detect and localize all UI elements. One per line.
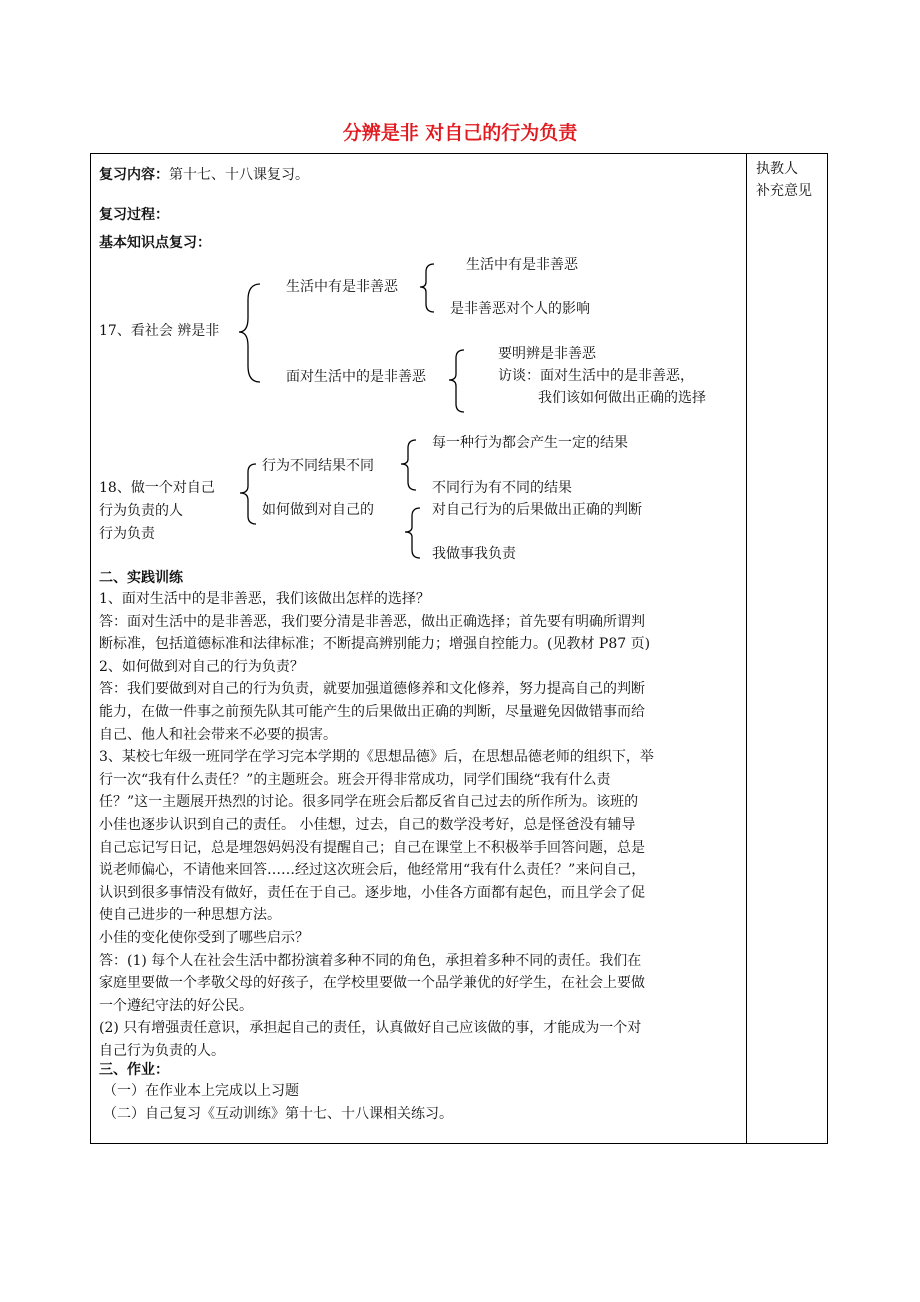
practice-line: 2、如何做到对自己的行为负责？ (99, 658, 304, 675)
practice-line: 自己、他人和社会带来不必要的损害。 (99, 726, 337, 743)
diagram17-branch2-item1: 要明辨是非善恶 (498, 346, 596, 362)
diagram18-branch2-item1: 对自己行为的后果做出正确的判断 (432, 502, 642, 518)
practice-line: 小佳也逐步认识到自己的责任。 小佳想，过去，自己的数学没考好，总是怪爸没有辅导 (99, 816, 636, 833)
diagram18-root (99, 477, 215, 546)
review-content-label: 复习内容： (99, 167, 169, 183)
diagram17-branch1-brace (416, 262, 440, 314)
practice-line: 3、某校七年级一班同学在学习完本学期的《思想品德》后，在思想品德老师的组织下，举 (99, 749, 654, 766)
section3-heading: 三、作业： (99, 1062, 169, 1078)
side-column-header (756, 158, 812, 202)
page-title: 分辨是非 对自己的行为负责 (342, 122, 578, 144)
practice-line: 一个遵纪守法的好公民。 (99, 997, 253, 1014)
practice-line: 行一次“我有什么责任？”的主题班会。班会开得非常成功，同学们围绕“我有什么责 (99, 771, 611, 788)
practice-line: 自己行为负责的人。 (99, 1042, 225, 1059)
diagram18-branch1: 行为不同结果不同 (262, 458, 374, 474)
diagram17-branch2-item2: 访谈：面对生活中的是非善恶， (498, 368, 694, 384)
diagram18-branch1-item1: 每一种行为都会产生一定的结果 (432, 435, 628, 451)
practice-line: 家庭里要做一个孝敬父母的好孩子，在学校里要做一个品学兼优的好学生，在社会上要做 (99, 975, 645, 992)
diagram18-root-brace (236, 462, 262, 526)
practice-line: 任？”这一主题展开热烈的讨论。很多同学在班会后都反省自己过去的所作所为。该班的 (99, 794, 639, 811)
review-process-label: 复习过程： (99, 207, 169, 223)
review-content (99, 164, 309, 184)
homework-list (103, 1080, 745, 1125)
practice-line: 使自己进步的一种思想方法。 (99, 907, 281, 924)
diagram18-branch1-brace (398, 438, 422, 492)
side-header-notes: 补充意见 (756, 183, 812, 199)
review-content-value: 第十七、十八课复习。 (169, 167, 309, 183)
diagram18-root-line1: 18、做一个对自己 (99, 480, 215, 496)
practice-line: 认识到很多事情没有做好，责任在于自己。逐步地，小佳各方面都有起色，而且学会了促 (99, 884, 645, 901)
homework-item: （二）自己复习《互动训练》第十七、十八课相关练习。 (103, 1105, 453, 1122)
section2-heading: 二、实践训练 (99, 570, 183, 586)
homework-item: （一）在作业本上完成以上习题 (103, 1083, 299, 1099)
diagram18-root-line2: 行为负责的人 (99, 503, 183, 519)
basics-label: 基本知识点复习： (99, 235, 211, 251)
practice-line: 断标准，包括道德标准和法律标准；不断提高辨别能力；增强自控能力。(见教材 P87 页) (99, 636, 651, 653)
practice-line: 1、面对生活中的是非善恶，我们该做出怎样的选择？ (99, 591, 430, 607)
side-header-teacher: 执教人 (756, 161, 798, 177)
diagram17-branch1-item2: 是非善恶对个人的影响 (450, 301, 590, 317)
practice-line: 自己忘记写日记，总是埋怨妈妈没有提醒自己；自己在课堂上不积极举手回答问题，总是 (99, 839, 645, 856)
practice-line: 答：我们要做到对自己的行为负责，就要加强道德修养和文化修养，努力提高自己的判断 (99, 681, 645, 698)
practice-line: 答：面对生活中的是非善恶，我们要分清是非善恶，做出正确选择；首先要有明确所谓判 (99, 613, 645, 630)
practice-line: 小佳的变化使你受到了哪些启示？ (99, 929, 309, 946)
diagram17-branch2-brace (446, 348, 470, 414)
diagram18-branch1-item2: 不同行为有不同的结果 (432, 480, 572, 496)
diagram18-branch2: 如何做到对自己的 (262, 502, 374, 518)
practice-text (99, 588, 741, 1062)
column-divider (746, 153, 747, 1144)
practice-line: (2) 只有增强责任意识，承担起自己的责任，认真做好自己应该做的事，才能成为一个对 (99, 1020, 642, 1037)
diagram18-branch2-brace (402, 506, 426, 560)
practice-line: 能力，在做一件事之前预先队其可能产生的后果做出正确的判断，尽量避免因做错事而给 (99, 703, 645, 720)
diagram18-branch2-item2: 我做事我负责 (432, 546, 516, 562)
practice-line: 答：(1) 每个人在社会生活中都扮演着多种不同的角色，承担着多种不同的责任。我们在 (99, 952, 642, 969)
practice-line: 说老师偏心，不请他来回答……经过这次班会后，他经常用“我有什么责任？”来问自己， (99, 862, 646, 879)
diagram17-branch2: 面对生活中的是非善恶 (286, 369, 426, 385)
diagram17-branch1: 生活中有是非善恶 (286, 279, 398, 295)
diagram17-root: 17、看社会 辨是非 (99, 323, 220, 339)
diagram18-root-line3: 行为负责 (99, 526, 155, 542)
diagram17-branch1-item1: 生活中有是非善恶 (466, 257, 578, 273)
diagram17-branch2-item3: 我们该如何做出正确的选择 (538, 390, 706, 406)
diagram17-root-brace (238, 282, 268, 384)
